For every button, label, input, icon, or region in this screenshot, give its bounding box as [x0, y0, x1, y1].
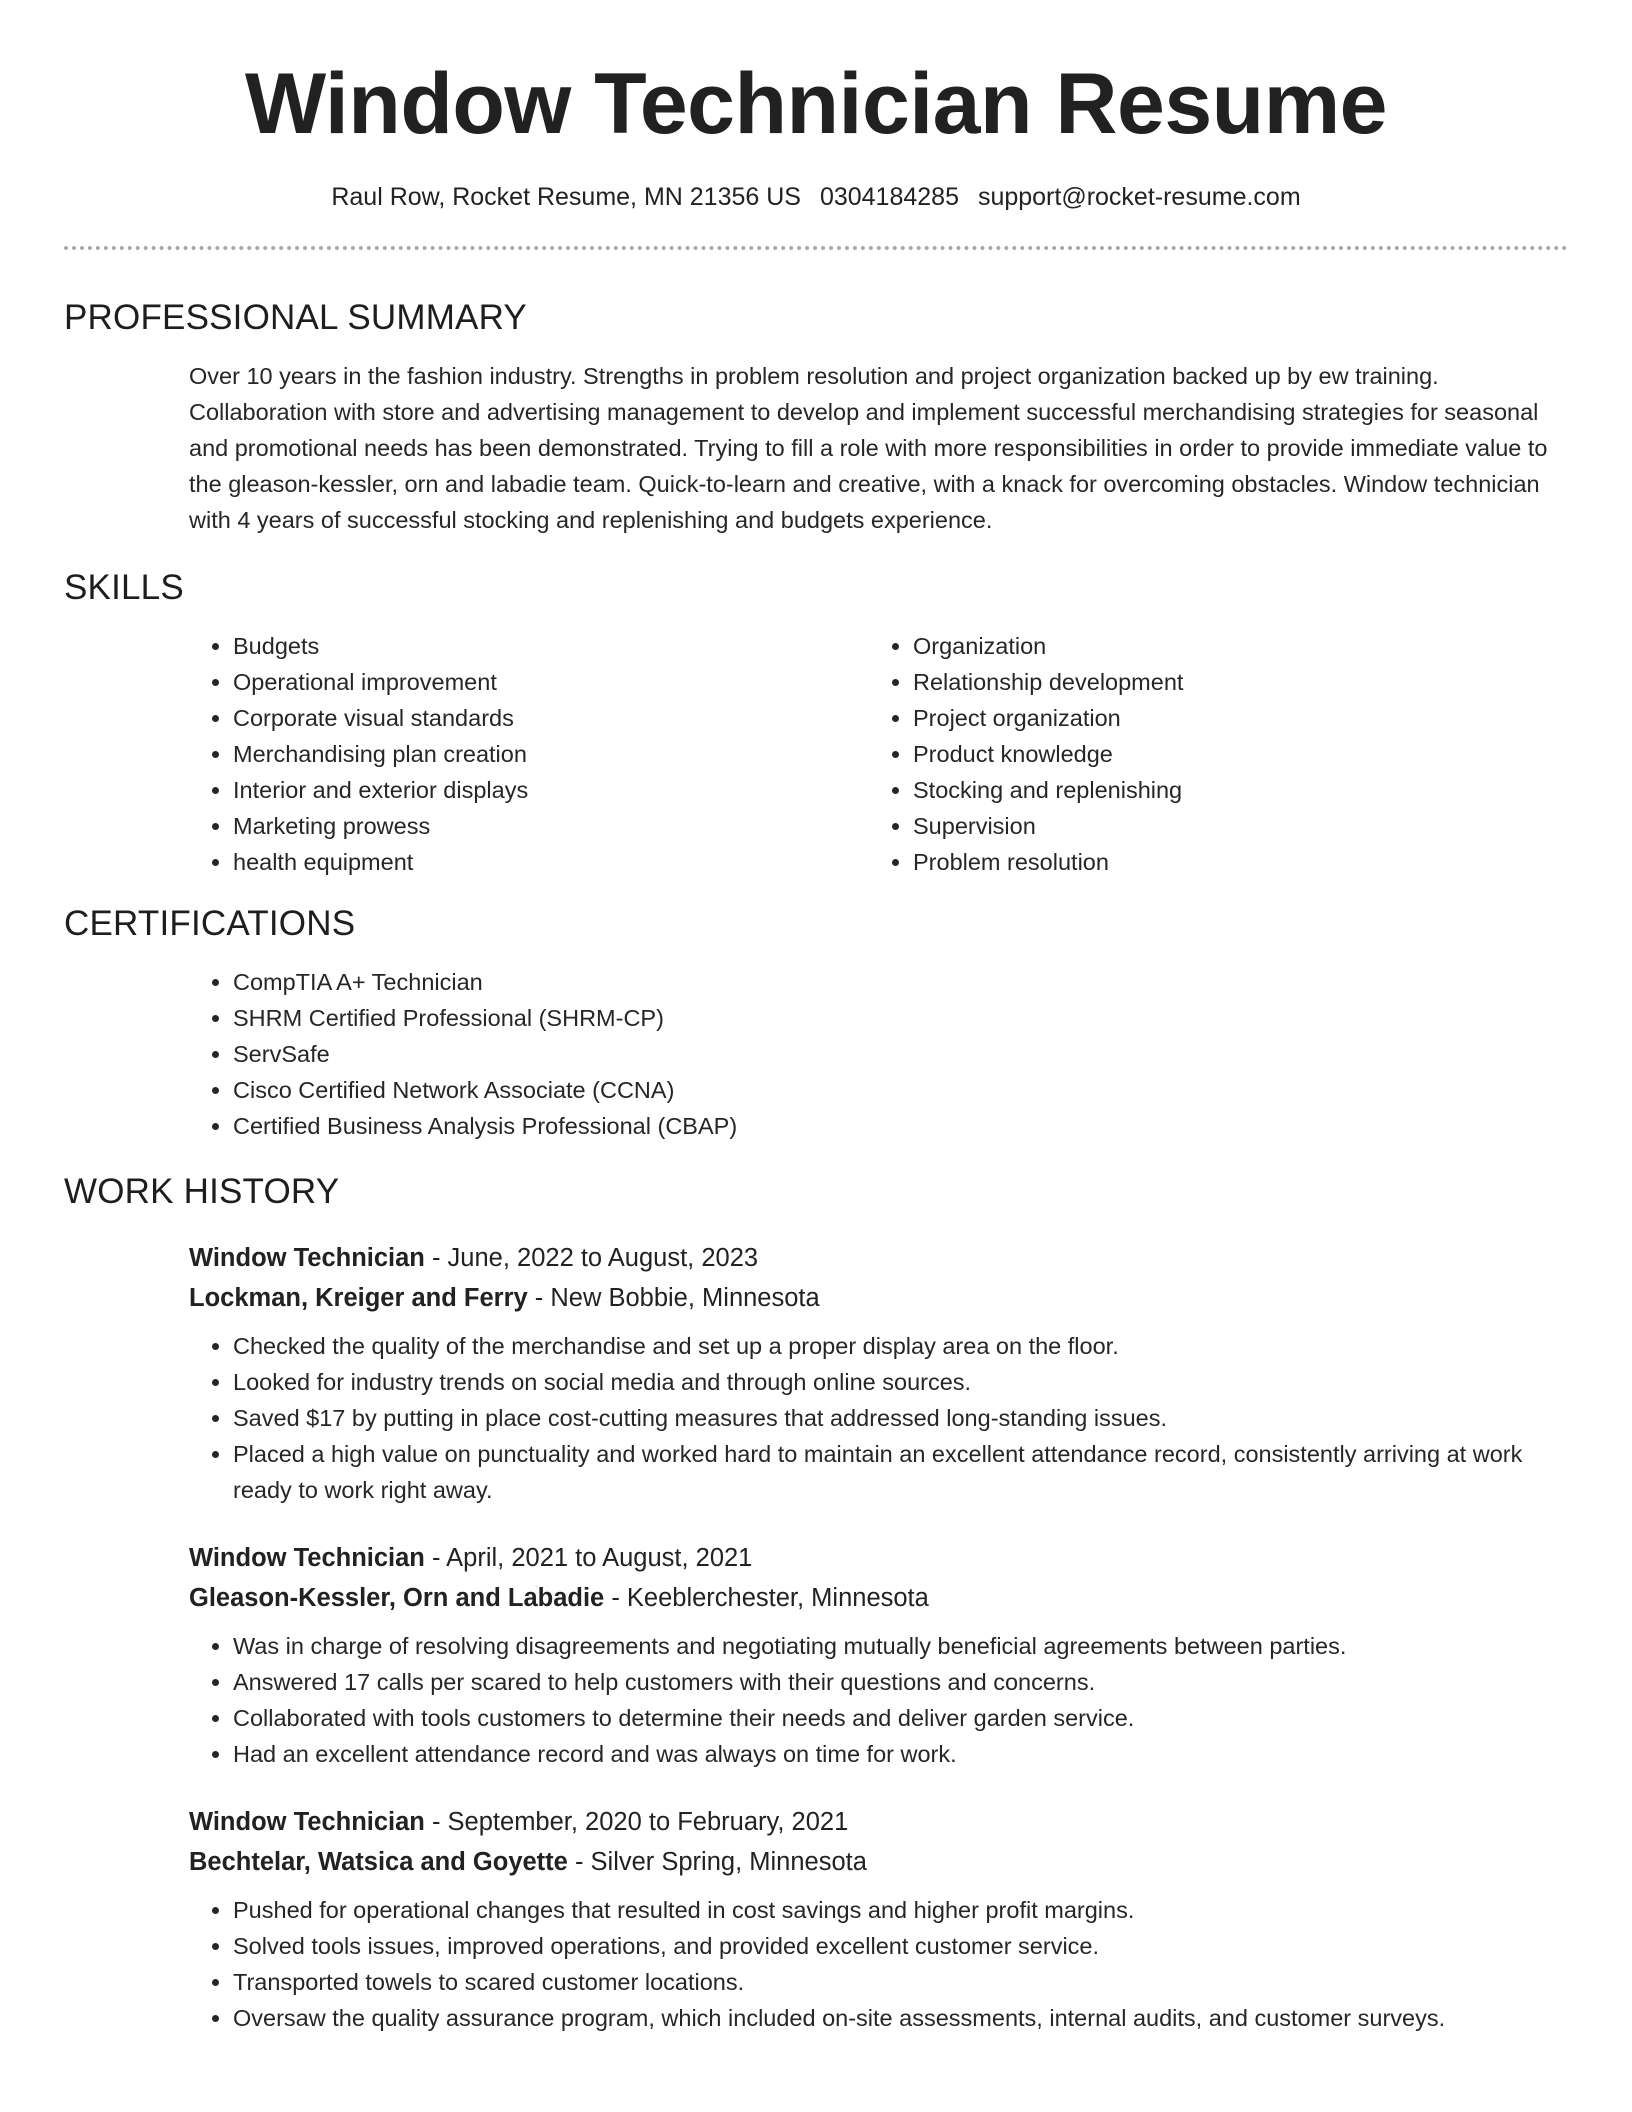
job-bullet: • Collaborated with tools customers to determine their needs and deliver garden service. [233, 1700, 1568, 1736]
contact-email: support@rocket-resume.com [977, 183, 1301, 211]
job-entry [189, 1238, 1568, 1508]
job-bullet: • Saved $17 by putting in place cost-cutting measures that addressed long-standing issues. [233, 1400, 1568, 1436]
job-location: - New Bobbie, Minnesota [527, 1284, 820, 1312]
job-company-line [189, 1842, 1568, 1882]
certification-item: • Cisco Certified Network Associate (CCNA) [233, 1072, 1568, 1108]
job-role: Window Technician [189, 1808, 425, 1836]
job-location: - Keeblerchester, Minnesota [604, 1584, 929, 1612]
job-company: Lockman, Kreiger and Ferry [189, 1284, 528, 1312]
certification-item: • CompTIA A+ Technician [233, 964, 1568, 1000]
contact-phone: 0304184285 [819, 183, 959, 211]
job-bullet: • Oversaw the quality assurance program, which included on-site assessments, internal audits, and customer surveys. [233, 2000, 1568, 2036]
summary-heading: PROFESSIONAL SUMMARY [64, 298, 527, 337]
job-dates: - April, 2021 to August, 2021 [424, 1544, 753, 1572]
job-dates: - September, 2020 to February, 2021 [424, 1808, 849, 1836]
skill-item: • Operational improvement [233, 664, 869, 700]
job-bullet: • Was in charge of resolving disagreements and negotiating mutually beneficial agreements between parties. [233, 1628, 1568, 1664]
job-entry [189, 1538, 1568, 1772]
contact-line [64, 180, 1568, 214]
job-bullet: • Placed a high value on punctuality and worked hard to maintain an excellent attendance record, consistently arriving at work ready to work right away. [233, 1436, 1568, 1508]
skills-grid [189, 628, 1568, 880]
job-company: Bechtelar, Watsica and Goyette [189, 1848, 568, 1876]
skill-item: • Interior and exterior displays [233, 772, 869, 808]
skill-item: • Budgets [233, 628, 869, 664]
skill-item: • Supervision [913, 808, 1549, 844]
certification-item: • ServSafe [233, 1036, 1568, 1072]
skills-heading: SKILLS [64, 568, 184, 607]
job-dates: - June, 2022 to August, 2023 [424, 1244, 759, 1272]
skill-item: • Merchandising plan creation [233, 736, 869, 772]
certification-item: • SHRM Certified Professional (SHRM-CP) [233, 1000, 1568, 1036]
skill-item: • Relationship development [913, 664, 1549, 700]
job-bullet: • Solved tools issues, improved operations, and provided excellent customer service. [233, 1928, 1568, 1964]
job-bullet: • Looked for industry trends on social media and through online sources. [233, 1364, 1568, 1400]
skill-item: • Project organization [913, 700, 1549, 736]
job-title-line [189, 1538, 1568, 1578]
certifications-list [189, 964, 1568, 1144]
job-title-line [189, 1802, 1568, 1842]
job-company-line [189, 1578, 1568, 1618]
skill-item: • Stocking and replenishing [913, 772, 1549, 808]
job-bullet: • Had an excellent attendance record and was always on time for work. [233, 1736, 1568, 1772]
job-bullet: • Answered 17 calls per scared to help customers with their questions and concerns. [233, 1664, 1568, 1700]
job-entry [189, 1802, 1568, 2036]
job-role: Window Technician [189, 1244, 425, 1272]
skill-item: • Problem resolution [913, 844, 1549, 880]
resume-title: Window Technician Resume [244, 56, 1388, 152]
job-company-line [189, 1278, 1568, 1318]
job-company: Gleason-Kessler, Orn and Labadie [189, 1584, 605, 1612]
certification-item: • Certified Business Analysis Professional (CBAP) [233, 1108, 1568, 1144]
summary-text: Over 10 years in the fashion industry. Strengths in problem resolution and project organization backed up by ew training. Collaboration with store and advertising management to develop and implement successful merchandising strategies for seasonal and promotional needs has been demonstrated. Trying to fill a role with more responsibilities in order to provide immediate value to the gleason-kessler, orn and labadie team. Quick-to-learn and creative, with a knack for overcoming obstacles. Window technician with 4 years of successful stocking and replenishing and budgets experience. [189, 363, 1548, 533]
job-bullet: • Checked the quality of the merchandise and set up a proper display area on the floor. [233, 1328, 1568, 1364]
skill-item: • health equipment [233, 844, 869, 880]
contact-address: Raul Row, Rocket Resume, MN 21356 US [331, 183, 801, 211]
header-divider [64, 246, 1568, 250]
job-bullets [189, 1892, 1568, 2036]
job-bullet: • Pushed for operational changes that resulted in cost savings and higher profit margins. [233, 1892, 1568, 1928]
skill-item: • Marketing prowess [233, 808, 869, 844]
job-location: - Silver Spring, Minnesota [567, 1848, 867, 1876]
skill-item: • Corporate visual standards [233, 700, 869, 736]
job-bullet: • Transported towels to scared customer locations. [233, 1964, 1568, 2000]
job-bullets [189, 1328, 1568, 1508]
skill-item: • Organization [913, 628, 1549, 664]
job-role: Window Technician [189, 1544, 425, 1572]
certifications-heading: CERTIFICATIONS [64, 904, 356, 943]
skills-list-left [189, 628, 869, 880]
work-history-heading: WORK HISTORY [64, 1172, 340, 1211]
skills-list-right [869, 628, 1549, 880]
job-bullets [189, 1628, 1568, 1772]
job-title-line [189, 1238, 1568, 1278]
skill-item: • Product knowledge [913, 736, 1549, 772]
